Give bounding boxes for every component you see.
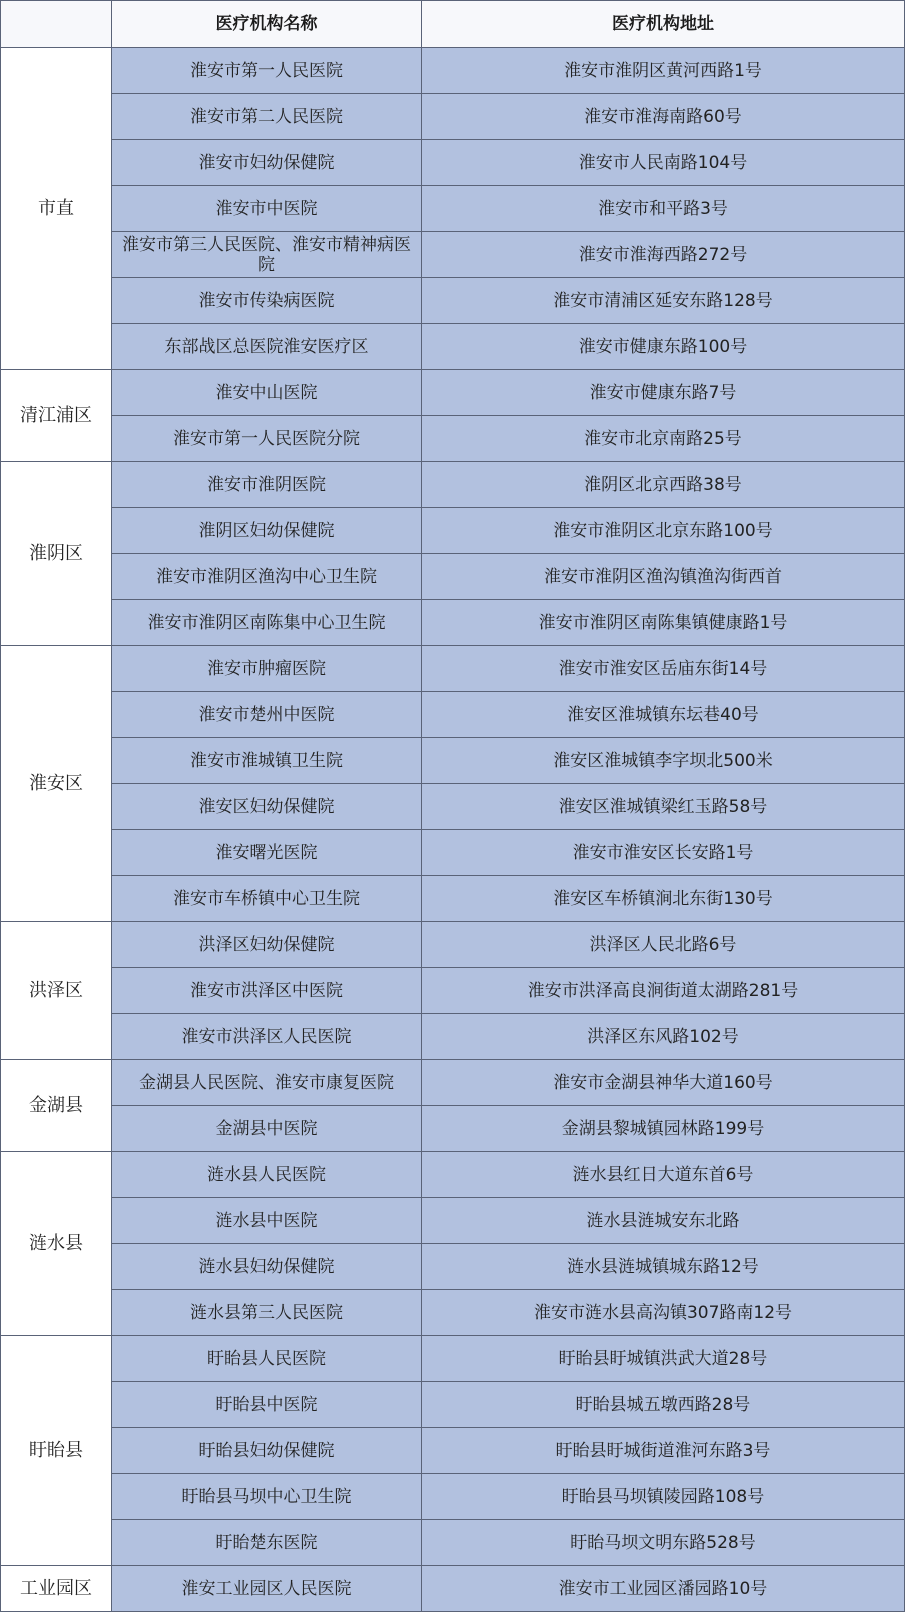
district-cell: 涟水县 (1, 1152, 112, 1336)
district-cell: 盱眙县 (1, 1336, 112, 1566)
district-cell: 金湖县 (1, 1060, 112, 1152)
table-row (1, 370, 905, 416)
institution-address-cell: 淮安市淮海南路60号 (422, 94, 905, 140)
institution-name-cell: 淮安工业园区人民医院 (112, 1566, 422, 1612)
institution-address-cell: 淮安市北京南路25号 (422, 416, 905, 462)
table-row (1, 1014, 905, 1060)
institution-name-cell: 涟水县妇幼保健院 (112, 1244, 422, 1290)
table-row (1, 646, 905, 692)
table-row (1, 922, 905, 968)
institution-name-cell: 淮阴区妇幼保健院 (112, 508, 422, 554)
table-row (1, 1336, 905, 1382)
institution-name-cell: 盱眙县马坝中心卫生院 (112, 1474, 422, 1520)
district-cell: 洪泽区 (1, 922, 112, 1060)
table-row (1, 784, 905, 830)
institution-name-cell: 涟水县中医院 (112, 1198, 422, 1244)
institution-name-cell: 淮安市淮阴区渔沟中心卫生院 (112, 554, 422, 600)
institution-address-cell: 淮阴区北京西路38号 (422, 462, 905, 508)
header-corner-cell (1, 1, 112, 48)
table-row (1, 140, 905, 186)
institution-name-cell: 涟水县第三人民医院 (112, 1290, 422, 1336)
institution-address-cell: 淮安区淮城镇梁红玉路58号 (422, 784, 905, 830)
institution-name-cell: 涟水县人民医院 (112, 1152, 422, 1198)
table-row (1, 830, 905, 876)
institution-address-cell: 盱眙县马坝镇陵园路108号 (422, 1474, 905, 1520)
table-row (1, 1244, 905, 1290)
institution-name-cell: 淮安市车桥镇中心卫生院 (112, 876, 422, 922)
table-row (1, 554, 905, 600)
institution-address-cell: 涟水县涟城镇城东路12号 (422, 1244, 905, 1290)
institution-address-cell: 淮安市清浦区延安东路128号 (422, 278, 905, 324)
institution-name-cell: 淮安市肿瘤医院 (112, 646, 422, 692)
institution-address-cell: 盱眙马坝文明东路528号 (422, 1520, 905, 1566)
institution-name-cell: 淮安市洪泽区人民医院 (112, 1014, 422, 1060)
table-row (1, 94, 905, 140)
table-row (1, 1382, 905, 1428)
institution-name-cell: 盱眙县妇幼保健院 (112, 1428, 422, 1474)
institution-name-cell: 盱眙楚东医院 (112, 1520, 422, 1566)
institution-name-cell: 淮安市中医院 (112, 186, 422, 232)
table-row (1, 1290, 905, 1336)
institution-name-cell: 淮安市楚州中医院 (112, 692, 422, 738)
institution-address-cell: 淮安市淮海西路272号 (422, 232, 905, 278)
institution-address-cell: 涟水县红日大道东首6号 (422, 1152, 905, 1198)
table-row (1, 324, 905, 370)
district-cell: 市直 (1, 48, 112, 370)
table-row (1, 1106, 905, 1152)
institution-name-cell: 洪泽区妇幼保健院 (112, 922, 422, 968)
table-row (1, 1474, 905, 1520)
table-row (1, 968, 905, 1014)
table-row (1, 1198, 905, 1244)
institution-address-cell: 淮安市工业园区潘园路10号 (422, 1566, 905, 1612)
institution-name-cell: 淮安市淮城镇卫生院 (112, 738, 422, 784)
institution-name-cell: 盱眙县中医院 (112, 1382, 422, 1428)
institution-name-cell: 淮安市洪泽区中医院 (112, 968, 422, 1014)
table-row (1, 48, 905, 94)
institution-address-cell: 盱眙县盱城街道淮河东路3号 (422, 1428, 905, 1474)
table-row (1, 1152, 905, 1198)
table-body (1, 48, 905, 1612)
header-institution-address: 医疗机构地址 (422, 1, 905, 48)
institution-address-cell: 淮安市淮安区长安路1号 (422, 830, 905, 876)
institution-address-cell: 淮安市涟水县高沟镇307路南12号 (422, 1290, 905, 1336)
institution-name-cell: 淮安区妇幼保健院 (112, 784, 422, 830)
institution-address-cell: 淮安区淮城镇东坛巷40号 (422, 692, 905, 738)
institution-address-cell: 淮安区淮城镇李字坝北500米 (422, 738, 905, 784)
institution-address-cell: 洪泽区人民北路6号 (422, 922, 905, 968)
table-row (1, 186, 905, 232)
table-row (1, 416, 905, 462)
district-cell: 清江浦区 (1, 370, 112, 462)
institution-address-cell: 淮安市淮安区岳庙东街14号 (422, 646, 905, 692)
institution-name-cell: 东部战区总医院淮安医疗区 (112, 324, 422, 370)
institution-address-cell: 淮安市淮阴区黄河西路1号 (422, 48, 905, 94)
institution-address-cell: 淮安市淮阴区南陈集镇健康路1号 (422, 600, 905, 646)
table-row (1, 692, 905, 738)
institution-address-cell: 淮安区车桥镇涧北东街130号 (422, 876, 905, 922)
institution-name-cell: 淮安市传染病医院 (112, 278, 422, 324)
institution-address-cell: 淮安市洪泽高良涧街道太湖路281号 (422, 968, 905, 1014)
institution-address-cell: 淮安市人民南路104号 (422, 140, 905, 186)
table-row (1, 278, 905, 324)
header-row (1, 1, 905, 48)
table-row (1, 1428, 905, 1474)
table-row (1, 1060, 905, 1106)
institution-name-cell: 淮安市第一人民医院分院 (112, 416, 422, 462)
institution-name-cell: 淮安曙光医院 (112, 830, 422, 876)
institution-name-cell: 金湖县人民医院、淮安市康复医院 (112, 1060, 422, 1106)
institution-address-cell: 淮安市淮阴区渔沟镇渔沟街西首 (422, 554, 905, 600)
table-row (1, 738, 905, 784)
institution-name-cell: 淮安市淮阴医院 (112, 462, 422, 508)
institution-address-cell: 淮安市和平路3号 (422, 186, 905, 232)
table-row (1, 232, 905, 278)
institution-address-cell: 洪泽区东风路102号 (422, 1014, 905, 1060)
institution-name-cell: 淮安市第二人民医院 (112, 94, 422, 140)
institution-name-cell: 淮安中山医院 (112, 370, 422, 416)
institution-name-cell: 金湖县中医院 (112, 1106, 422, 1152)
institution-name-cell: 淮安市第三人民医院、淮安市精神病医院 (112, 232, 422, 278)
table-row (1, 1520, 905, 1566)
institution-address-cell: 盱眙县盱城镇洪武大道28号 (422, 1336, 905, 1382)
header-institution-name: 医疗机构名称 (112, 1, 422, 48)
table-row (1, 600, 905, 646)
institution-name-cell: 淮安市妇幼保健院 (112, 140, 422, 186)
district-cell: 淮阴区 (1, 462, 112, 646)
institution-address-cell: 盱眙县城五墩西路28号 (422, 1382, 905, 1428)
institution-name-cell: 淮安市淮阴区南陈集中心卫生院 (112, 600, 422, 646)
district-cell: 淮安区 (1, 646, 112, 922)
table-header (1, 1, 905, 48)
table-row (1, 1566, 905, 1612)
institution-name-cell: 盱眙县人民医院 (112, 1336, 422, 1382)
table-row (1, 508, 905, 554)
institution-address-cell: 淮安市淮阴区北京东路100号 (422, 508, 905, 554)
institution-name-cell: 淮安市第一人民医院 (112, 48, 422, 94)
institution-address-cell: 淮安市健康东路100号 (422, 324, 905, 370)
table-row (1, 876, 905, 922)
institution-address-cell: 淮安市健康东路7号 (422, 370, 905, 416)
institution-address-cell: 淮安市金湖县神华大道160号 (422, 1060, 905, 1106)
district-cell: 工业园区 (1, 1566, 112, 1612)
institution-address-cell: 金湖县黎城镇园林路199号 (422, 1106, 905, 1152)
table-row (1, 462, 905, 508)
institution-address-cell: 涟水县涟城安东北路 (422, 1198, 905, 1244)
